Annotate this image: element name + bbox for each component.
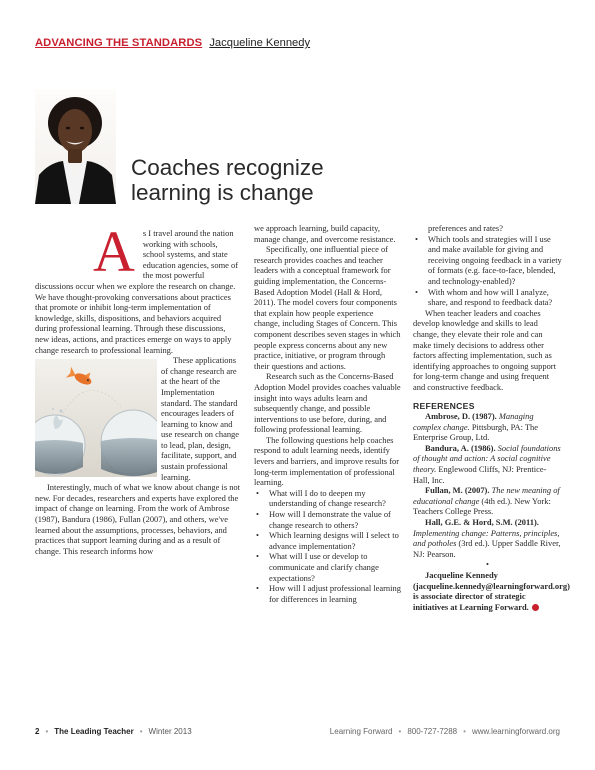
body-paragraph: Specifically, one influential piece of research provides coaches and teacher leaders with a conceptual framework for guiding implementation, the Concerns-Based Adoption Model (Hall & Hord, 2011). The model covers four components that explain how people experience change, including Stages of Concern. This component describes seven stages in which people express concerns about any new practice, initiative, or program through their questions and actions. — [254, 244, 401, 371]
article-title — [131, 155, 324, 205]
title-line-1: Coaches recognize — [131, 155, 324, 180]
column-3 — [413, 223, 570, 612]
body-paragraph: The following questions help coaches respond to adult learning needs, identify levers and barriers, and improve results for long-term implementation of professional learning. — [254, 434, 400, 488]
issue-date: Winter 2013 — [148, 727, 192, 736]
article-header — [35, 37, 310, 49]
author-photo — [35, 89, 116, 204]
page-number: 2 — [35, 727, 40, 736]
list-item: • What will I do to deepen my understanding of change research? — [254, 488, 401, 509]
question-list — [254, 488, 401, 605]
author-bio-text: Jacqueline Kennedy (jacqueline.kennedy@learningforward.org) is associate director of strategic initiatives at Learning Forward. — [413, 570, 570, 612]
list-item: • Which learning designs will I select to advance implementation? — [254, 530, 401, 551]
list-item: • Which tools and strategies will I use and make available for giving and receiving ongoing feedback in a variety of formats (e.g. face-to-face, blended, and technology-enabled)? — [413, 234, 562, 287]
list-item-continued: preferences and rates? — [428, 223, 503, 233]
list-item: • How will I demonstrate the value of change research to others? — [254, 509, 401, 530]
list-item: • With whom and how will I analyze, share, and respond to feedback data? — [413, 287, 562, 308]
drop-cap: A — [93, 219, 135, 284]
website-url: www.learningforward.org — [471, 727, 560, 736]
title-line-2: learning is change — [131, 180, 314, 205]
references-heading: REFERENCES — [413, 400, 475, 411]
phone-number: 800-727-7288 — [407, 727, 458, 736]
goldfish-jumping-illustration — [35, 359, 157, 477]
list-item: • How will I adjust professional learning for differences in learning — [254, 583, 401, 604]
column-2 — [254, 223, 401, 604]
body-paragraph: These applications of change research are at the heart of the Implementation standard. The standard encourages leaders of learning to know and use research on change to lead, plan, design, facilitate, support, and sustain professional learning. — [161, 355, 240, 482]
reference-entry: Bandura, A. (1986). Social foundations of thought and action: A social cognitive theory. Englewood Cliffs, NJ: Prentice- Hall, Inc. — [413, 442, 561, 485]
body-paragraph: Interestingly, much of what we know about change is not new. For decades, researchers and experts have explored the impact of change on learning. From the work of Ambrose (1987), Bandura (1986), Fullan (2007), and others, we've learned about the assumptions, processes, behaviors, and practices that support learning during and as a result of change. This research informs how — [35, 482, 240, 556]
header-author: Jacqueline Kennedy — [209, 37, 311, 49]
body-paragraph: When teacher leaders and coaches develop knowledge and skills to lead change, they elevate their role and can make timely decisions to address other factors affecting implementation, such as identifying approaches to ongoing support for long-term change and using frequent and constructive feedback. — [413, 307, 556, 392]
section-divider: • — [486, 559, 489, 570]
reference-entry: Fullan, M. (2007). The new meaning of educational change (4th ed.). New York: Teachers College Press. — [413, 485, 560, 517]
reference-entry: Hall, G.E. & Hord, S.M. (2011). Implementing change: Patterns, principles, and potholes (3rd ed.). Upper Saddle River, NJ: Pearson. — [413, 517, 561, 559]
author-bio — [413, 570, 570, 612]
body-paragraph: s I travel around the nation working with schools, school systems, and state education agencies, some of the most powerful discussions occur when we explore the research on change. We have thought-provoking conversations about practices that promote or inhibit long-term implementation of knowledge, skills, dispositions, and behaviors acquired during professional learning. Through these discussions, new ideas, actions, and practices emerge on ways to apply change research to professional learning. — [35, 228, 239, 355]
body-paragraph: we approach learning, build capacity, manage change, and overcome resistance. — [254, 223, 396, 244]
publication-name: The Leading Teacher — [54, 727, 134, 736]
end-of-article-icon — [532, 604, 539, 611]
question-list — [413, 234, 562, 308]
body-paragraph: Research such as the Concerns-Based Adoption Model provides coaches valuable insight into ways adults learn and subsequently change, and possible interventions to use before, during, and following professional learning. — [254, 371, 401, 435]
section-label: ADVANCING THE STANDARDS — [35, 37, 203, 49]
list-item: • What will I use or develop to communicate and clarify change expectations? — [254, 551, 401, 583]
organization-name: Learning Forward — [329, 727, 393, 736]
column-1 — [35, 219, 241, 556]
reference-entry: Ambrose, D. (1987). Managing complex change. Pittsburgh, PA: The Enterprise Group, Ltd. — [413, 411, 539, 443]
